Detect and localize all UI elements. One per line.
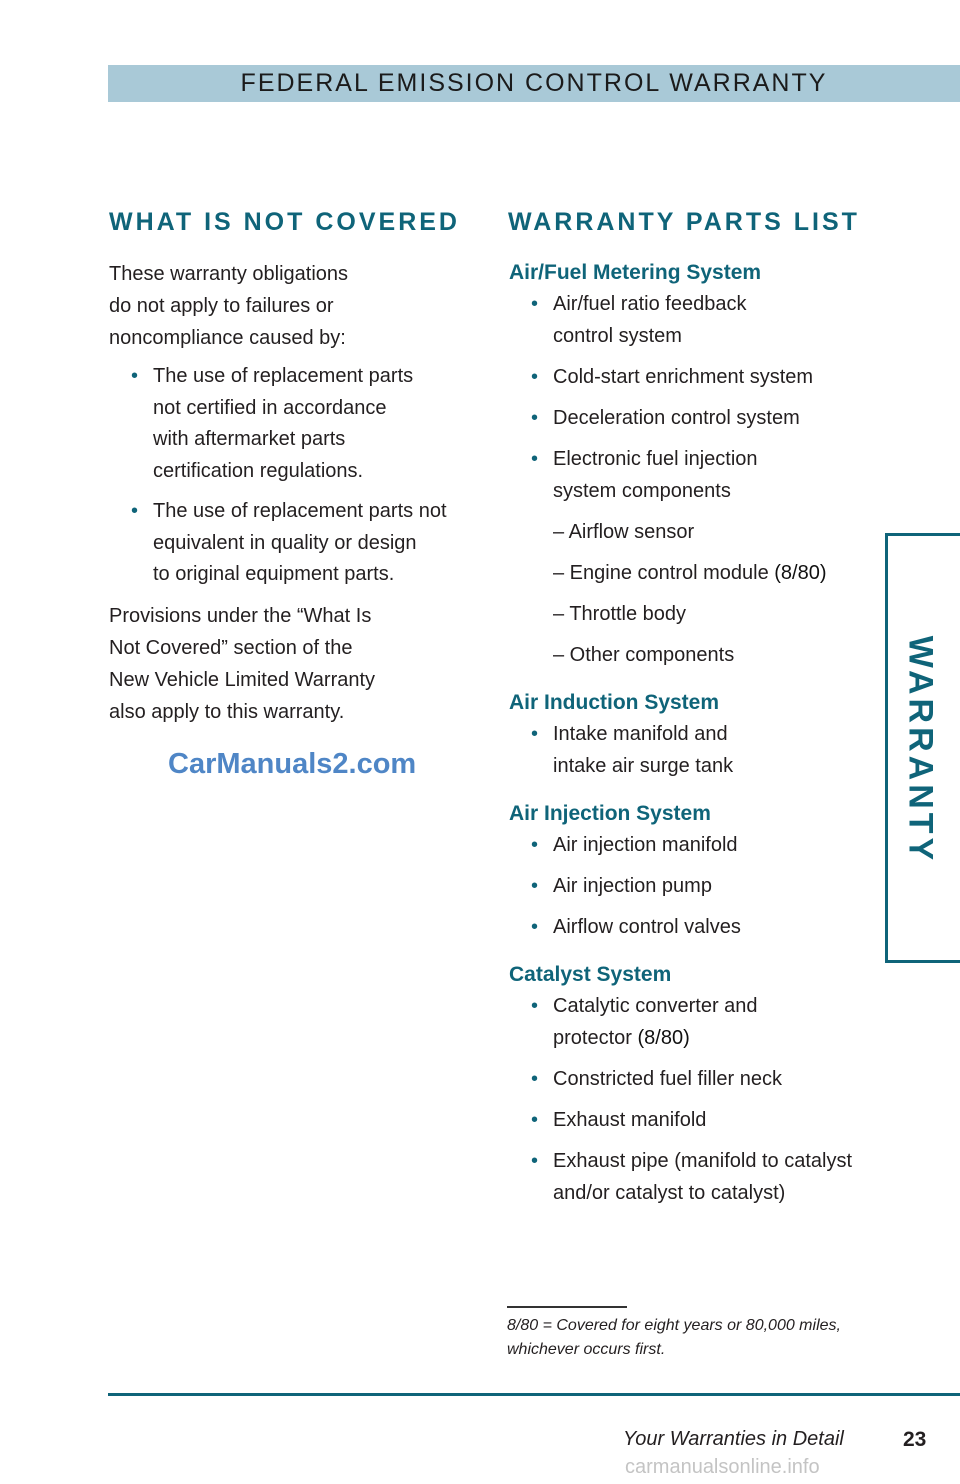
parts-list	[509, 288, 879, 671]
list-item: • Air injection pump	[553, 870, 879, 902]
source-watermark: carmanualsonline.info	[625, 1456, 820, 1478]
system-block-air-fuel	[509, 258, 879, 671]
sub-list-item: – Other components	[553, 644, 735, 666]
footer-divider	[108, 1393, 960, 1396]
list-item: • Intake manifold and intake air surge tank	[553, 718, 879, 782]
system-heading: Air Injection System	[509, 802, 711, 825]
system-block-catalyst	[509, 960, 879, 1209]
right-section-heading: WARRANTY PARTS LIST	[508, 208, 860, 236]
list-item: • Air injection manifold	[553, 829, 879, 861]
not-covered-section	[109, 258, 459, 728]
sub-list-item: – Engine control module (8/80)	[553, 562, 827, 584]
closing-line: Provisions under the “What Is	[109, 604, 372, 627]
intro-line: These warranty obligations	[109, 263, 349, 285]
page-number: 23	[903, 1428, 927, 1451]
closing-line: New Vehicle Limited Warranty	[109, 668, 376, 691]
parts-list	[509, 718, 879, 782]
system-heading: Air Induction System	[509, 691, 720, 714]
footer-title: Your Warranties in Detail	[623, 1428, 844, 1450]
list-item: • Deceleration control system	[553, 402, 879, 434]
side-tab-label: WARRANTY	[901, 635, 940, 865]
system-block-air-injection	[509, 799, 879, 943]
sub-list-item: – Airflow sensor	[553, 521, 695, 543]
list-item: • Exhaust manifold	[553, 1104, 879, 1136]
intro-line: noncompliance caused by:	[109, 327, 346, 349]
closing-line: also apply to this warranty.	[109, 700, 345, 723]
list-item: • Air/fuel ratio feedback control system	[553, 288, 879, 352]
parts-list-section	[509, 258, 879, 1226]
closing-line: Not Covered” section of the	[109, 636, 353, 659]
watermark-link[interactable]: CarManuals2.com	[168, 748, 417, 780]
system-heading: Air/Fuel Metering System	[509, 261, 762, 284]
parts-list	[509, 990, 879, 1209]
exclusion-item: • The use of replacement parts not equivalent in quality or design to original equipment parts.	[153, 496, 459, 591]
list-item: • Catalytic converter and protector (8/80)	[553, 990, 879, 1054]
list-item: • Exhaust pipe (manifold to catalyst and/or catalyst to catalyst)	[553, 1145, 879, 1209]
list-item: • Airflow control valves	[553, 911, 879, 943]
parts-list	[509, 829, 879, 943]
coverage-code: (8/80)	[774, 562, 827, 584]
system-block-air-induction	[509, 688, 879, 782]
header-bar	[108, 65, 960, 102]
left-section-heading: WHAT IS NOT COVERED	[109, 208, 460, 236]
list-item: • Cold-start enrichment system	[553, 361, 879, 393]
page-header-title: FEDERAL EMISSION CONTROL WARRANTY	[240, 69, 828, 97]
list-item: • Constricted fuel filler neck	[553, 1063, 879, 1095]
intro-line: do not apply to failures or	[109, 295, 334, 317]
exclusion-item: • The use of replacement parts not certified in accordance with aftermarket parts certification regulations.	[153, 361, 459, 487]
sub-list-item: – Throttle body	[553, 603, 687, 625]
system-heading: Catalyst System	[509, 963, 672, 986]
list-item: • Electronic fuel injection system components	[553, 443, 879, 507]
footnote: 8/80 = Covered for eight years or 80,000 miles, whichever occurs first.	[507, 1317, 841, 1358]
coverage-code: (8/80)	[637, 1027, 690, 1049]
footnote-divider	[507, 1306, 627, 1308]
exclusion-list	[109, 361, 459, 591]
